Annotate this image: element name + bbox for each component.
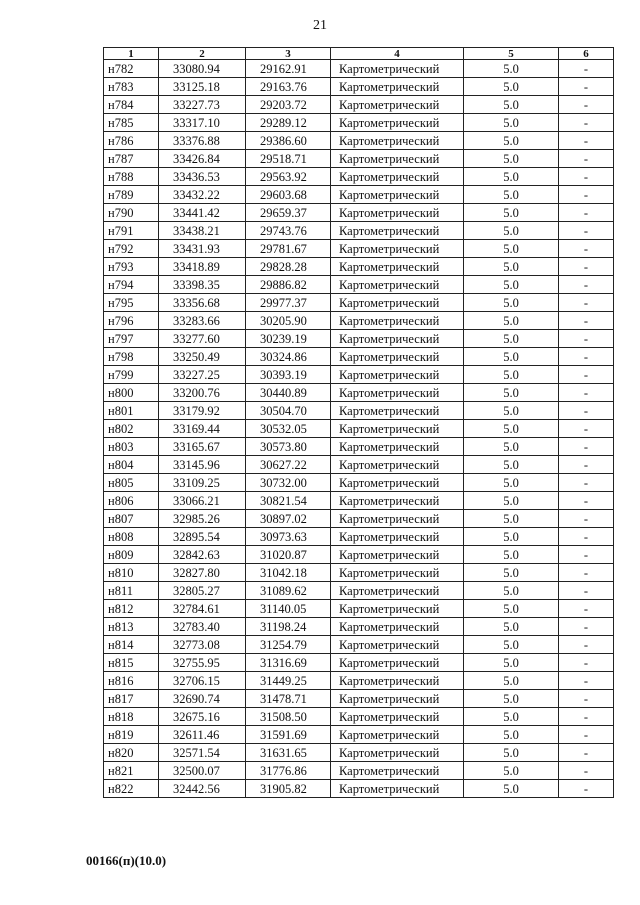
y-coordinate-cell: 29386.60 <box>246 132 331 150</box>
point-id-cell: н815 <box>104 654 159 672</box>
note-cell: - <box>559 690 614 708</box>
y-coordinate-cell: 29743.76 <box>246 222 331 240</box>
note-cell: - <box>559 636 614 654</box>
point-id-cell: н803 <box>104 438 159 456</box>
note-cell: - <box>559 222 614 240</box>
table-row <box>104 78 614 96</box>
table-header-row <box>104 48 614 60</box>
method-cell: Картометрический <box>331 168 464 186</box>
x-coordinate-cell: 33426.84 <box>159 150 246 168</box>
column-header-1: 1 <box>104 48 159 60</box>
table-row <box>104 384 614 402</box>
y-coordinate-cell: 29977.37 <box>246 294 331 312</box>
accuracy-cell: 5.0 <box>464 132 559 150</box>
table-row <box>104 636 614 654</box>
accuracy-cell: 5.0 <box>464 708 559 726</box>
accuracy-cell: 5.0 <box>464 528 559 546</box>
method-cell: Картометрический <box>331 726 464 744</box>
x-coordinate-cell: 33250.49 <box>159 348 246 366</box>
x-coordinate-cell: 33125.18 <box>159 78 246 96</box>
point-id-cell: н813 <box>104 618 159 636</box>
method-cell: Картометрический <box>331 114 464 132</box>
accuracy-cell: 5.0 <box>464 204 559 222</box>
x-coordinate-cell: 33080.94 <box>159 60 246 78</box>
x-coordinate-cell: 33398.35 <box>159 276 246 294</box>
note-cell: - <box>559 726 614 744</box>
method-cell: Картометрический <box>331 384 464 402</box>
y-coordinate-cell: 31449.25 <box>246 672 331 690</box>
method-cell: Картометрический <box>331 294 464 312</box>
method-cell: Картометрический <box>331 672 464 690</box>
accuracy-cell: 5.0 <box>464 168 559 186</box>
y-coordinate-cell: 30573.80 <box>246 438 331 456</box>
y-coordinate-cell: 30897.02 <box>246 510 331 528</box>
table-row <box>104 672 614 690</box>
accuracy-cell: 5.0 <box>464 420 559 438</box>
note-cell: - <box>559 258 614 276</box>
accuracy-cell: 5.0 <box>464 456 559 474</box>
method-cell: Картометрический <box>331 708 464 726</box>
x-coordinate-cell: 33356.68 <box>159 294 246 312</box>
x-coordinate-cell: 32675.16 <box>159 708 246 726</box>
method-cell: Картометрический <box>331 564 464 582</box>
accuracy-cell: 5.0 <box>464 366 559 384</box>
point-id-cell: н782 <box>104 60 159 78</box>
method-cell: Картометрический <box>331 186 464 204</box>
y-coordinate-cell: 31020.87 <box>246 546 331 564</box>
table-row <box>104 708 614 726</box>
table-row <box>104 294 614 312</box>
method-cell: Картометрический <box>331 78 464 96</box>
document-code: 00166(п)(10.0) <box>86 853 167 868</box>
method-cell: Картометрический <box>331 132 464 150</box>
y-coordinate-cell: 31591.69 <box>246 726 331 744</box>
accuracy-cell: 5.0 <box>464 438 559 456</box>
method-cell: Картометрический <box>331 150 464 168</box>
method-cell: Картометрический <box>331 222 464 240</box>
accuracy-cell: 5.0 <box>464 762 559 780</box>
point-id-cell: н801 <box>104 402 159 420</box>
note-cell: - <box>559 582 614 600</box>
x-coordinate-cell: 32706.15 <box>159 672 246 690</box>
note-cell: - <box>559 456 614 474</box>
note-cell: - <box>559 600 614 618</box>
table-row <box>104 780 614 798</box>
point-id-cell: н784 <box>104 96 159 114</box>
point-id-cell: н816 <box>104 672 159 690</box>
point-id-cell: н793 <box>104 258 159 276</box>
y-coordinate-cell: 29828.28 <box>246 258 331 276</box>
accuracy-cell: 5.0 <box>464 780 559 798</box>
y-coordinate-cell: 29162.91 <box>246 60 331 78</box>
y-coordinate-cell: 30239.19 <box>246 330 331 348</box>
note-cell: - <box>559 528 614 546</box>
table-row <box>104 690 614 708</box>
note-cell: - <box>559 348 614 366</box>
y-coordinate-cell: 30504.70 <box>246 402 331 420</box>
point-id-cell: н818 <box>104 708 159 726</box>
accuracy-cell: 5.0 <box>464 294 559 312</box>
point-id-cell: н812 <box>104 600 159 618</box>
point-id-cell: н820 <box>104 744 159 762</box>
accuracy-cell: 5.0 <box>464 654 559 672</box>
y-coordinate-cell: 30821.54 <box>246 492 331 510</box>
note-cell: - <box>559 132 614 150</box>
method-cell: Картометрический <box>331 744 464 762</box>
accuracy-cell: 5.0 <box>464 114 559 132</box>
method-cell: Картометрический <box>331 312 464 330</box>
table-row <box>104 474 614 492</box>
table-row <box>104 510 614 528</box>
x-coordinate-cell: 33283.66 <box>159 312 246 330</box>
table-row <box>104 744 614 762</box>
method-cell: Картометрический <box>331 456 464 474</box>
method-cell: Картометрический <box>331 348 464 366</box>
y-coordinate-cell: 30732.00 <box>246 474 331 492</box>
y-coordinate-cell: 30440.89 <box>246 384 331 402</box>
table-row <box>104 546 614 564</box>
method-cell: Картометрический <box>331 240 464 258</box>
x-coordinate-cell: 33438.21 <box>159 222 246 240</box>
accuracy-cell: 5.0 <box>464 690 559 708</box>
method-cell: Картометрический <box>331 366 464 384</box>
point-id-cell: н791 <box>104 222 159 240</box>
table-row <box>104 420 614 438</box>
table-row <box>104 402 614 420</box>
note-cell: - <box>559 564 614 582</box>
accuracy-cell: 5.0 <box>464 96 559 114</box>
table-row <box>104 204 614 222</box>
point-id-cell: н787 <box>104 150 159 168</box>
note-cell: - <box>559 546 614 564</box>
table-row <box>104 654 614 672</box>
point-id-cell: н806 <box>104 492 159 510</box>
table-row <box>104 582 614 600</box>
method-cell: Картометрический <box>331 600 464 618</box>
point-id-cell: н788 <box>104 168 159 186</box>
note-cell: - <box>559 618 614 636</box>
point-id-cell: н783 <box>104 78 159 96</box>
y-coordinate-cell: 30205.90 <box>246 312 331 330</box>
x-coordinate-cell: 33169.44 <box>159 420 246 438</box>
method-cell: Картометрический <box>331 618 464 636</box>
x-coordinate-cell: 33431.93 <box>159 240 246 258</box>
column-header-2: 2 <box>159 48 246 60</box>
point-id-cell: н786 <box>104 132 159 150</box>
accuracy-cell: 5.0 <box>464 78 559 96</box>
x-coordinate-cell: 33432.22 <box>159 186 246 204</box>
table-row <box>104 456 614 474</box>
accuracy-cell: 5.0 <box>464 186 559 204</box>
point-id-cell: н796 <box>104 312 159 330</box>
note-cell: - <box>559 708 614 726</box>
note-cell: - <box>559 60 614 78</box>
note-cell: - <box>559 384 614 402</box>
note-cell: - <box>559 276 614 294</box>
table-row <box>104 492 614 510</box>
column-header-5: 5 <box>464 48 559 60</box>
note-cell: - <box>559 672 614 690</box>
point-id-cell: н817 <box>104 690 159 708</box>
accuracy-cell: 5.0 <box>464 402 559 420</box>
note-cell: - <box>559 114 614 132</box>
table-body <box>104 60 614 798</box>
point-id-cell: н795 <box>104 294 159 312</box>
accuracy-cell: 5.0 <box>464 564 559 582</box>
x-coordinate-cell: 32842.63 <box>159 546 246 564</box>
y-coordinate-cell: 31254.79 <box>246 636 331 654</box>
point-id-cell: н798 <box>104 348 159 366</box>
y-coordinate-cell: 31198.24 <box>246 618 331 636</box>
point-id-cell: н802 <box>104 420 159 438</box>
note-cell: - <box>559 240 614 258</box>
x-coordinate-cell: 33418.89 <box>159 258 246 276</box>
point-id-cell: н810 <box>104 564 159 582</box>
method-cell: Картометрический <box>331 582 464 600</box>
y-coordinate-cell: 31042.18 <box>246 564 331 582</box>
x-coordinate-cell: 32690.74 <box>159 690 246 708</box>
x-coordinate-cell: 32783.40 <box>159 618 246 636</box>
note-cell: - <box>559 294 614 312</box>
method-cell: Картометрический <box>331 276 464 294</box>
accuracy-cell: 5.0 <box>464 492 559 510</box>
note-cell: - <box>559 78 614 96</box>
table-row <box>104 330 614 348</box>
table-row <box>104 114 614 132</box>
x-coordinate-cell: 32773.08 <box>159 636 246 654</box>
table-row <box>104 186 614 204</box>
table-row <box>104 96 614 114</box>
point-id-cell: н811 <box>104 582 159 600</box>
y-coordinate-cell: 31631.65 <box>246 744 331 762</box>
table-row <box>104 618 614 636</box>
y-coordinate-cell: 31905.82 <box>246 780 331 798</box>
x-coordinate-cell: 32500.07 <box>159 762 246 780</box>
method-cell: Картометрический <box>331 762 464 780</box>
table-row <box>104 366 614 384</box>
x-coordinate-cell: 33227.25 <box>159 366 246 384</box>
x-coordinate-cell: 33317.10 <box>159 114 246 132</box>
table-row <box>104 438 614 456</box>
table-row <box>104 762 614 780</box>
y-coordinate-cell: 31316.69 <box>246 654 331 672</box>
method-cell: Картометрический <box>331 780 464 798</box>
method-cell: Картометрический <box>331 204 464 222</box>
accuracy-cell: 5.0 <box>464 582 559 600</box>
x-coordinate-cell: 32805.27 <box>159 582 246 600</box>
y-coordinate-cell: 29289.12 <box>246 114 331 132</box>
y-coordinate-cell: 31776.86 <box>246 762 331 780</box>
table-row <box>104 150 614 168</box>
method-cell: Картометрический <box>331 474 464 492</box>
y-coordinate-cell: 29781.67 <box>246 240 331 258</box>
y-coordinate-cell: 30532.05 <box>246 420 331 438</box>
note-cell: - <box>559 438 614 456</box>
x-coordinate-cell: 33145.96 <box>159 456 246 474</box>
point-id-cell: н789 <box>104 186 159 204</box>
y-coordinate-cell: 30324.86 <box>246 348 331 366</box>
x-coordinate-cell: 33165.67 <box>159 438 246 456</box>
note-cell: - <box>559 186 614 204</box>
accuracy-cell: 5.0 <box>464 276 559 294</box>
note-cell: - <box>559 420 614 438</box>
method-cell: Картометрический <box>331 528 464 546</box>
method-cell: Картометрический <box>331 420 464 438</box>
table-row <box>104 276 614 294</box>
accuracy-cell: 5.0 <box>464 510 559 528</box>
accuracy-cell: 5.0 <box>464 600 559 618</box>
x-coordinate-cell: 33227.73 <box>159 96 246 114</box>
method-cell: Картометрический <box>331 510 464 528</box>
table-row <box>104 564 614 582</box>
accuracy-cell: 5.0 <box>464 618 559 636</box>
table-row <box>104 132 614 150</box>
x-coordinate-cell: 32571.54 <box>159 744 246 762</box>
point-id-cell: н804 <box>104 456 159 474</box>
x-coordinate-cell: 33066.21 <box>159 492 246 510</box>
method-cell: Картометрический <box>331 60 464 78</box>
y-coordinate-cell: 31478.71 <box>246 690 331 708</box>
accuracy-cell: 5.0 <box>464 312 559 330</box>
x-coordinate-cell: 33441.42 <box>159 204 246 222</box>
y-coordinate-cell: 29603.68 <box>246 186 331 204</box>
note-cell: - <box>559 780 614 798</box>
y-coordinate-cell: 29563.92 <box>246 168 331 186</box>
table-row <box>104 312 614 330</box>
table-row <box>104 258 614 276</box>
y-coordinate-cell: 29886.82 <box>246 276 331 294</box>
x-coordinate-cell: 32827.80 <box>159 564 246 582</box>
accuracy-cell: 5.0 <box>464 384 559 402</box>
x-coordinate-cell: 33436.53 <box>159 168 246 186</box>
note-cell: - <box>559 402 614 420</box>
point-id-cell: н809 <box>104 546 159 564</box>
note-cell: - <box>559 654 614 672</box>
accuracy-cell: 5.0 <box>464 546 559 564</box>
note-cell: - <box>559 96 614 114</box>
accuracy-cell: 5.0 <box>464 150 559 168</box>
x-coordinate-cell: 32985.26 <box>159 510 246 528</box>
y-coordinate-cell: 31089.62 <box>246 582 331 600</box>
accuracy-cell: 5.0 <box>464 240 559 258</box>
point-id-cell: н790 <box>104 204 159 222</box>
x-coordinate-cell: 33376.88 <box>159 132 246 150</box>
column-header-4: 4 <box>331 48 464 60</box>
x-coordinate-cell: 33109.25 <box>159 474 246 492</box>
y-coordinate-cell: 29163.76 <box>246 78 331 96</box>
point-id-cell: н792 <box>104 240 159 258</box>
point-id-cell: н805 <box>104 474 159 492</box>
method-cell: Картометрический <box>331 546 464 564</box>
table-row <box>104 222 614 240</box>
note-cell: - <box>559 474 614 492</box>
x-coordinate-cell: 33200.76 <box>159 384 246 402</box>
x-coordinate-cell: 33277.60 <box>159 330 246 348</box>
point-id-cell: н794 <box>104 276 159 294</box>
x-coordinate-cell: 33179.92 <box>159 402 246 420</box>
table-row <box>104 726 614 744</box>
accuracy-cell: 5.0 <box>464 672 559 690</box>
note-cell: - <box>559 312 614 330</box>
accuracy-cell: 5.0 <box>464 744 559 762</box>
y-coordinate-cell: 30627.22 <box>246 456 331 474</box>
note-cell: - <box>559 330 614 348</box>
point-id-cell: н822 <box>104 780 159 798</box>
table-row <box>104 528 614 546</box>
note-cell: - <box>559 150 614 168</box>
note-cell: - <box>559 492 614 510</box>
method-cell: Картометрический <box>331 258 464 276</box>
y-coordinate-cell: 31140.05 <box>246 600 331 618</box>
accuracy-cell: 5.0 <box>464 348 559 366</box>
note-cell: - <box>559 744 614 762</box>
point-id-cell: н807 <box>104 510 159 528</box>
accuracy-cell: 5.0 <box>464 726 559 744</box>
point-id-cell: н808 <box>104 528 159 546</box>
y-coordinate-cell: 31508.50 <box>246 708 331 726</box>
x-coordinate-cell: 32442.56 <box>159 780 246 798</box>
y-coordinate-cell: 29203.72 <box>246 96 331 114</box>
y-coordinate-cell: 29518.71 <box>246 150 331 168</box>
note-cell: - <box>559 510 614 528</box>
note-cell: - <box>559 762 614 780</box>
point-id-cell: н785 <box>104 114 159 132</box>
note-cell: - <box>559 168 614 186</box>
column-header-3: 3 <box>246 48 331 60</box>
x-coordinate-cell: 32784.61 <box>159 600 246 618</box>
accuracy-cell: 5.0 <box>464 474 559 492</box>
x-coordinate-cell: 32611.46 <box>159 726 246 744</box>
table-row <box>104 60 614 78</box>
accuracy-cell: 5.0 <box>464 258 559 276</box>
x-coordinate-cell: 32755.95 <box>159 654 246 672</box>
method-cell: Картометрический <box>331 402 464 420</box>
point-id-cell: н819 <box>104 726 159 744</box>
note-cell: - <box>559 204 614 222</box>
note-cell: - <box>559 366 614 384</box>
method-cell: Картометрический <box>331 96 464 114</box>
table-row <box>104 600 614 618</box>
table-row <box>104 240 614 258</box>
method-cell: Картометрический <box>331 492 464 510</box>
accuracy-cell: 5.0 <box>464 222 559 240</box>
column-header-6: 6 <box>559 48 614 60</box>
point-id-cell: н797 <box>104 330 159 348</box>
page-number: 21 <box>313 18 327 33</box>
y-coordinate-cell: 30973.63 <box>246 528 331 546</box>
coordinates-table <box>103 47 614 798</box>
x-coordinate-cell: 32895.54 <box>159 528 246 546</box>
y-coordinate-cell: 30393.19 <box>246 366 331 384</box>
table-row <box>104 348 614 366</box>
point-id-cell: н799 <box>104 366 159 384</box>
method-cell: Картометрический <box>331 636 464 654</box>
accuracy-cell: 5.0 <box>464 636 559 654</box>
point-id-cell: н821 <box>104 762 159 780</box>
method-cell: Картометрический <box>331 330 464 348</box>
accuracy-cell: 5.0 <box>464 60 559 78</box>
point-id-cell: н814 <box>104 636 159 654</box>
y-coordinate-cell: 29659.37 <box>246 204 331 222</box>
accuracy-cell: 5.0 <box>464 330 559 348</box>
method-cell: Картометрический <box>331 690 464 708</box>
method-cell: Картометрический <box>331 654 464 672</box>
point-id-cell: н800 <box>104 384 159 402</box>
table-row <box>104 168 614 186</box>
method-cell: Картометрический <box>331 438 464 456</box>
